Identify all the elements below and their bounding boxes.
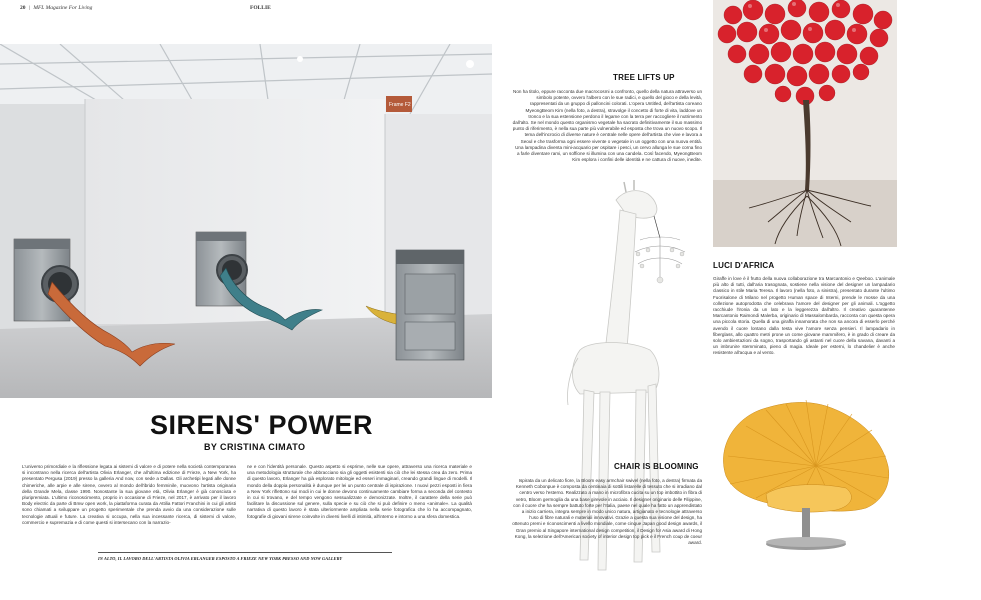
tree-body: Non ha titolo, eppure racconta due macrocosmi a confronto, quello della natura attraverso un simbolo potente, ovvero l'albero con le sue radici, e quello del gioco e della levità, rappresentati da un gruppo di palloncini colorati. L'opera Untitled, dell'artista coreano MyeongBeom Kim (nella foto, a destra), stravolge il concetto di forte di vita, laddove un tronco e la sua estensione perdono il legame con la terra per raccogliere il nutrimento dall'alto. Se nel mondo questo organismo vegetale ha sacrato definitivamente il suo massimo punto di riferimento, è nella sua parte più vulnerabile ed esposta che trova un nuovo scopo. Il tema dell'incrocio di diverse nature è centrale nelle opere dell'artista che vive e lavora a Seoul e che trasforma ogni essere vivente o vegetale in un oggetto con una nuova entità. Una lampadina diventa mini-acquario per ospitare i pesci, un cervo allunga le sue corna fino a farle diventare rami, un soffione si illumina con una candela. Così facendo, MyeongBeom Kim esplora i confini delle identità e ne cattura di nuove, inedite. [512,89,702,163]
chair-heading: CHAIR IS BLOOMING [614,462,699,471]
installation-illustration [0,44,492,398]
bloom-chair-image [706,386,896,558]
balloon-tree-illustration [713,0,897,247]
page-number: 20 [20,5,26,11]
magazine-name: MFL Magazine For Living [33,5,93,11]
giraffe-body: Giraffe in love è il frutto della nuova collaborazione tra Marcantonio e Qeeboo. L'animale più alto di tutti, dall'aria trasognata, sostiene nella visione del designer un lampadario classico in stile Maria Teresa. Il lavoro (nella foto, a sinistra), presentato durante l'ultimo Fuorisalone di Milano nel progetto Human space di Interni, prende le mosse da una collezione autoprodotta che celebrava l'amore del designer per gli animali. L'oggetto racchiude l'ironia da un lato e la leggerezza dall'altro. Il creativo quarantenne Marcantonio Raimondi Malerba, originario di Massalombarda, racconta con questa opera una piccola storia. Quella di una giraffa innamorata che non sa ancora di esserlo perché avendo il cuore lontano dalla testa vive l'amore senza pensieri. Il lampadario in fiberglass, allo quattro metri prone un come giovane mammifero, è in grado di creare da solo ambientazioni da sogno, trasportando gli astanti nel cuore della savana, davanti a un imbrunire stemminato, pieno di magia. Ideale per esterni, lo chandelier è anche resistente all'acqua e al vento. [713,276,895,356]
caption-rule [98,552,392,553]
sirens-body-column-1: L'universo primordiale e la riflessione legata ai sistemi di valore e di potere nella società contemporanea si incontrano nella ricerca dell'artista Olivia Erlanger, che all'ultima edizione di Frieze, a New York, ha presentato Pergusa (2019) presso la galleria And now, con sede a Dallas. Gli archetipi legati alle donne chimeriche, alle arpie e alle sirene, ovvero al mondo dell'ibrido femminile, muovono l'artista originaria della Grande Mela, classe 1990. Nonostante la sua giovane età, Olivia Erlanger è già conosciuta e pluripremiata. L'ultimo riconoscimento, proprio in occasione di Frieze, nel 2017, è arrivato per il lavoro Body electric da parte di Bmw open work, la piattaforma curata da Attilia Fattori Franchini in cui gli artisti sono chiamati a sviluppare un progetto sperimentale che prenda avvio da una considerazione sulle tecnologie attuali e future. La creativa si occupa, nella sua incessante ricerca, di sistemi di valore, commercio e supremazia e di come questi si intersecano con la narrazio- [22,464,236,525]
photo-caption: IN ALTO, IL LAVORO DELL'ARTISTA OLIVIA ERLANGER ESPOSTO A FRIEZE NEW YORK PRESSO AND NOW GALLERY [98,556,343,561]
tree-heading: TREE LIFTS UP [613,73,675,82]
chair-body: Ispirata da un delicato fiore, la Bloom easy armchair swivel (nella foto, a destra) firmata da Kenneth Cobonpue è composta da centinaia di sottili listarelle di tessuto che si irradiano dal centro verso l'esterno. Realizzato a mano in microfibra cucita su un top imbottito in fibra di vetro, Bloom germoglia da una base girevole in acciaio. Il designer originario delle Filippine, con il cuore che ha sempre battuto forte per l'Italia, paese nel quale ha fatto un apprendistato a inizio carriera, integra sempre in modo unico natura, artigianato e tecnologie attraverso l'uso di fibre naturali e materiali innovativi. Grazie a questa sua visione del design, ha ottenuto premi e riconoscimenti a livello mondiale, come cinque Japan good design awards, il Gran premio al Singapore international design competition, il Design for Asia award di Hong Kong, la selezione dell'American society of interior design top pick e il French coup de coeur award. [512,478,702,546]
section-name: FOLLIE [250,5,271,11]
booth-sign-label: Frame F2 [389,102,411,108]
sirens-body-column-2: ne e con l'identità personale. Questo aspetto si esprime, nelle sue opere, attraverso una ricerca materiale e una metodologia strutturale che abbracciano sia gli oggetti esistenti sia ciò che lei stessa crea da zero. Prima di questo lavoro, Erlanger ha già esplorato mitologie ed esseri immaginari, creando grandi lingue di modelli. Il mondo della doppia personalità è dunque per lei un punto centrale di ispirazione. I nuovi pezzi esposti in fiera a New York riflettono sui modi in cui le donne devono continuamente cambiare forma a seconda del contesto in cui si trovano, e del tempo vengono sessualizzate e demonizzate. Inoltre, il carattere della serie può facilitare la discussione sul genere, sulla specie e su ciò che si può definire o meno «animale». La qualità narrativa di questo lavoro è stata ulteriormente ampliata nella serie fotografica che lo ha accompagnato, fotografie di giovani sirene coinvolte in diversi livelli di intimità, all'interno e intorno a una sfera domestica. [247,464,472,519]
article-byline: BY CRISTINA CIMATO [204,442,306,452]
bloom-chair-illustration [706,386,896,558]
article-title: SIRENS' POWER [150,410,373,440]
balloon-tree-photo [713,0,897,247]
frieze-installation-photo [0,44,492,398]
giraffe-heading: LUCI D'AFRICA [713,261,775,270]
page-header-left: 20 | MFL Magazine For Living [20,5,93,11]
